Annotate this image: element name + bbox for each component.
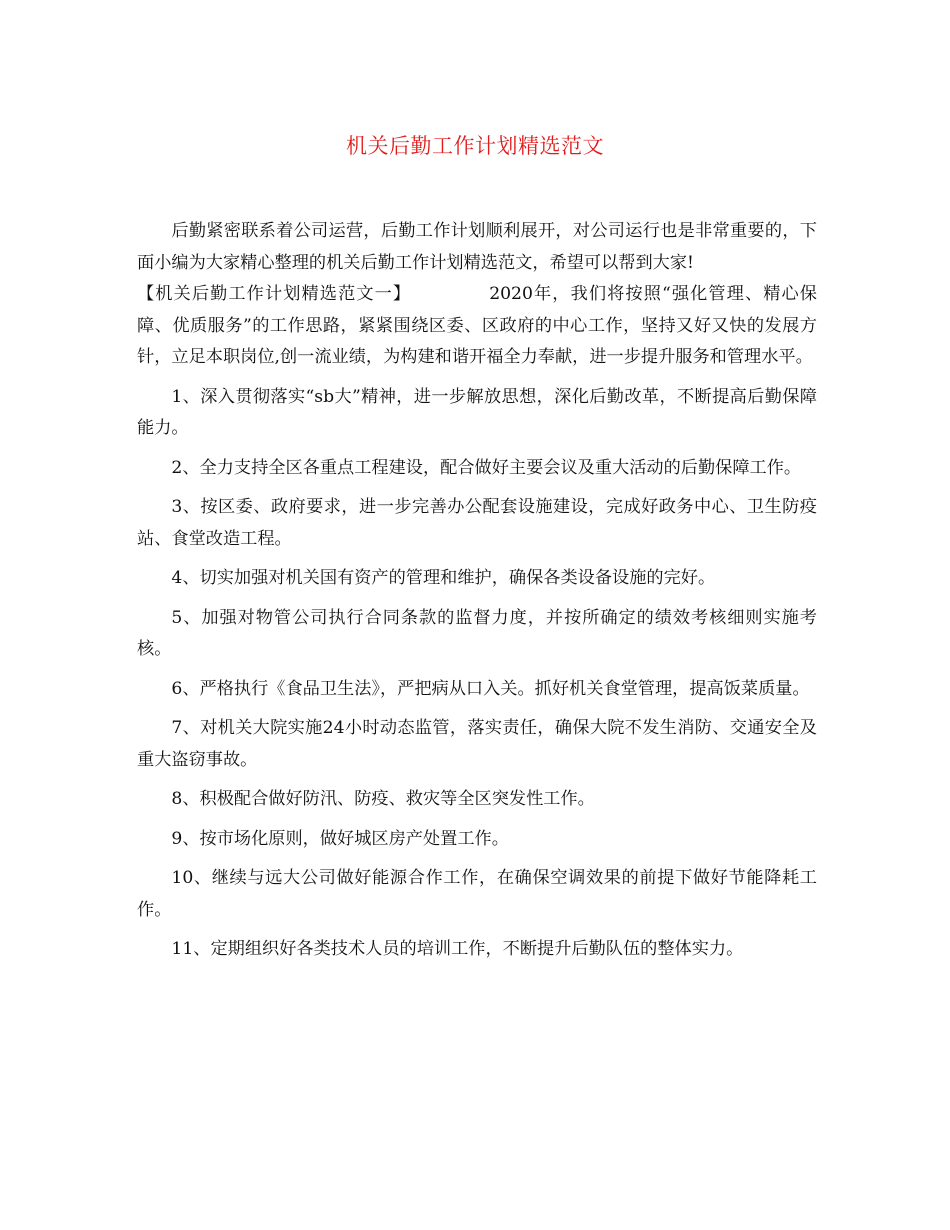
- document-body: [137, 216, 817, 966]
- intro-paragraph: 后勤紧密联系着公司运营，后勤工作计划顺利展开，对公司运行也是非常重要的，下面小编为大家精心整理的机关后勤工作计划精选范文，希望可以帮到大家!: [137, 221, 817, 273]
- list-item: 7、对机关大院实施24小时动态监管，落实责任，确保大院不发生消防、交通安全及重大盗窃事故。: [137, 718, 817, 770]
- list-item: 3、按区委、政府要求，进一步完善办公配套设施建设，完成好政务中心、卫生防疫站、食堂改造工程。: [137, 497, 817, 549]
- section-lead-paragraph: 2020年，我们将按照“强化管理、精心保障、优质服务”的工作思路，紧紧围绕区委、区政府的中心工作，坚持又好又快的发展方针，立足本职岗位,创一流业绩，为构建和谐开福全力奉献，进一步提升服务和管理水平。: [137, 284, 817, 367]
- list-item: 1、深入贯彻落实“sb大”精神，进一步解放思想，深化后勤改革，不断提高后勤保障能力。: [137, 386, 817, 438]
- list-item: 2、全力支持全区各重点工程建设，配合做好主要会议及重大活动的后勤保障工作。: [171, 457, 802, 478]
- document-title: 机关后勤工作计划精选范文: [346, 134, 604, 158]
- intro-block: [137, 216, 817, 374]
- list-item: 5、加强对物管公司执行合同条款的监督力度，并按所确定的绩效考核细则实施考核。: [137, 607, 817, 659]
- list-item: 8、积极配合做好防汛、防疫、救灾等全区突发性工作。: [171, 789, 595, 809]
- list-item: 6、严格执行《食品卫生法》，严把病从口入关。抓好机关食堂管理，提高饭菜质量。: [171, 678, 810, 699]
- section-heading: 【机关后勤工作计划精选范文一】: [137, 284, 412, 304]
- list-item: 9、按市场化原则，做好城区房产处置工作。: [171, 828, 509, 849]
- list-item: 4、切实加强对机关国有资产的管理和维护，确保各类设备设施的完好。: [171, 568, 716, 588]
- list-item: 10、继续与远大公司做好能源合作工作，在确保空调效果的前提下做好节能降耗工作。: [137, 868, 817, 920]
- list-item: 11、定期组织好各类技术人员的培训工作，不断提升后勤队伍的整体实力。: [171, 939, 744, 959]
